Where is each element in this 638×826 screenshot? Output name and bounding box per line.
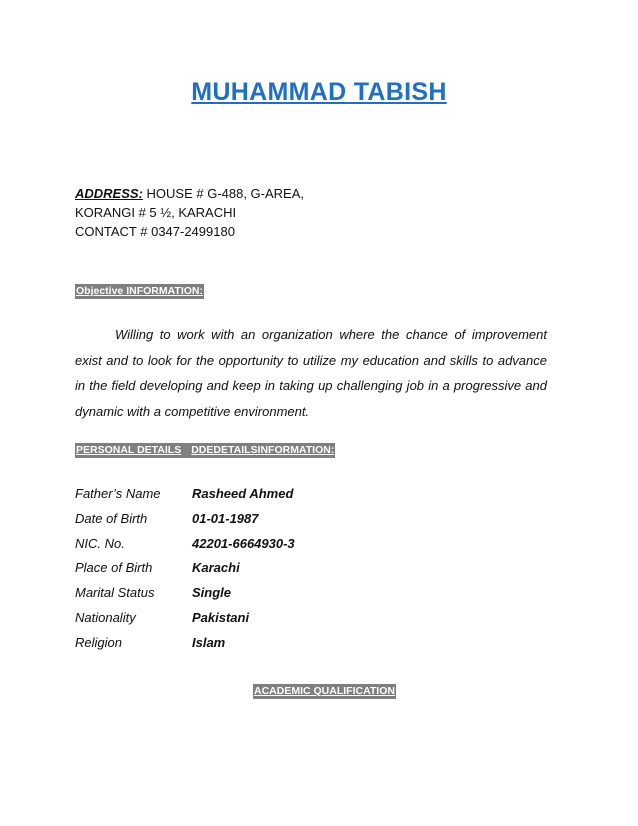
detail-value: 01-01-1987 xyxy=(192,510,259,526)
detail-value: 42201-6664930-3 xyxy=(192,535,295,551)
detail-row-fathers-name xyxy=(75,482,295,507)
detail-value: Islam xyxy=(192,634,226,650)
personal-details-heading xyxy=(75,443,335,458)
objective-text: Willing to work with an organization where the chance of improvement exist and to look for the opportunity to utilize my education and skills to advance in the field developing and keep in taking up challenging job in a progressive and dynamic with a competitive environment. xyxy=(75,327,547,419)
address-block xyxy=(75,184,304,241)
detail-row-religion xyxy=(75,631,295,656)
detail-row-date-of-birth xyxy=(75,507,295,532)
detail-label: Father’s Name xyxy=(75,486,161,501)
detail-row-nationality xyxy=(75,606,295,631)
personal-details-list xyxy=(75,482,295,656)
detail-label: Marital Status xyxy=(75,585,155,601)
detail-label: Nationality xyxy=(75,609,136,625)
detail-label: Religion xyxy=(75,634,122,650)
detail-row-place-of-birth xyxy=(75,556,295,581)
objective-heading: Objective INFORMATION: xyxy=(76,285,203,297)
address-line-2: KORANGI # 5 ½, KARACHI xyxy=(75,205,237,220)
contact-line: CONTACT # 0347-2499180 xyxy=(75,224,235,239)
address-line-1 xyxy=(75,184,304,203)
detail-label: Place of Birth xyxy=(75,560,153,576)
address-label: ADDRESS: xyxy=(75,186,143,201)
detail-label: Date of Birth xyxy=(75,510,148,526)
detail-value: Karachi xyxy=(192,560,240,576)
detail-row-nic-no xyxy=(75,532,295,557)
detail-value: Rasheed Ahmed xyxy=(192,486,294,501)
resume-name-title: MUHAMMAD TABISH xyxy=(191,78,447,106)
academic-qualification-heading: ACADEMIC QUALIFICATION xyxy=(254,685,395,697)
detail-value: Pakistani xyxy=(192,609,250,625)
detail-value: Single xyxy=(192,585,232,601)
personal-heading-part-2: DDEDETAILSINFORMATION: xyxy=(191,444,335,456)
detail-label: NIC. No. xyxy=(75,535,125,551)
address-line-1-text: HOUSE # G-488, G-AREA, xyxy=(142,186,305,201)
detail-row-marital-status xyxy=(75,581,295,606)
personal-heading-part-1: PERSONAL DETAILS xyxy=(76,444,182,456)
